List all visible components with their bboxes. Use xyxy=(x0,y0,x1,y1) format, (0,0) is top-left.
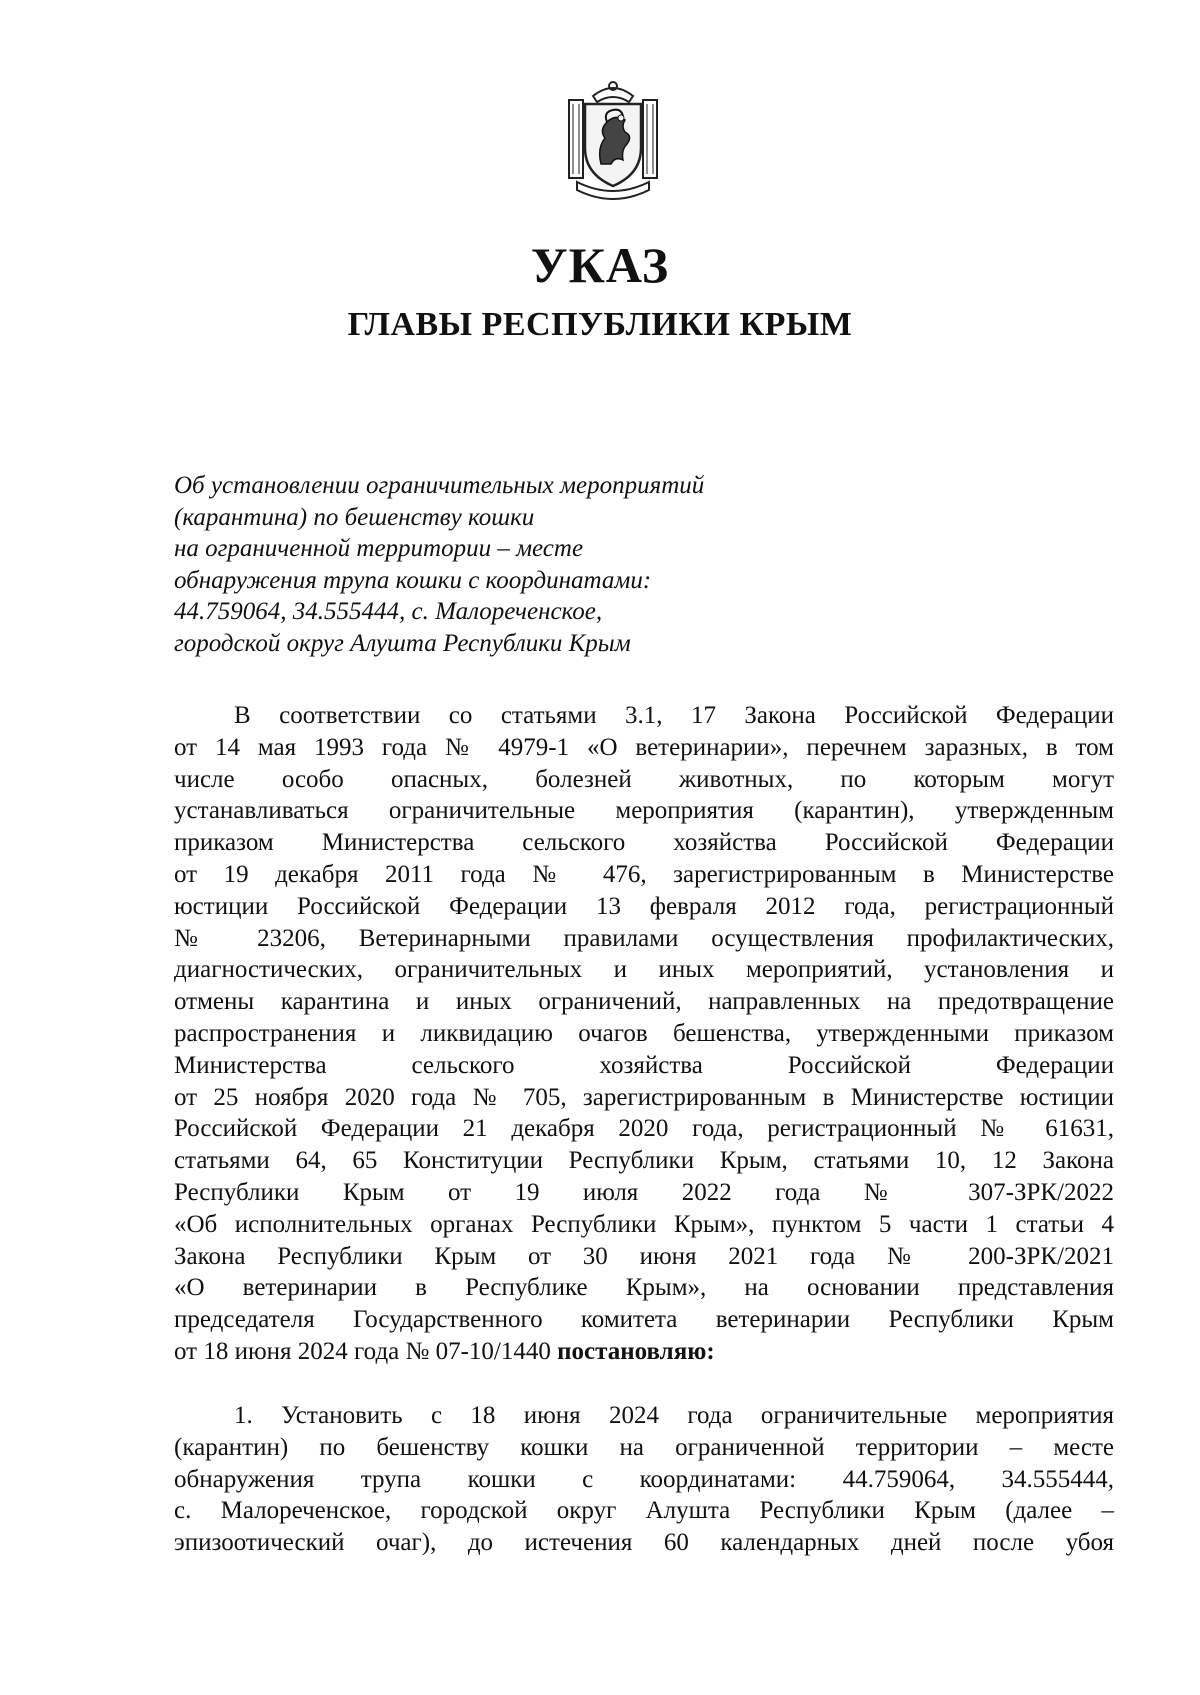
document-subtitle: ГЛАВЫ РЕСПУБЛИКИ КРЫМ xyxy=(347,306,853,343)
text-line: статьями 64, 65 Конституции Республики Крым, статьями 10, 12 Закона xyxy=(174,1147,1114,1175)
text-line: (карантин) по бешенству кошки на ограниченной территории – месте xyxy=(174,1433,1114,1461)
document-title: УКАЗ xyxy=(530,237,670,293)
text-line: от 25 ноября 2020 года № 705, зарегистрированным в Министерстве юстиции xyxy=(174,1083,1114,1111)
text-line: распространения и ликвидацию очагов бешенства, утвержденными приказом xyxy=(174,1019,1114,1047)
text-line: Министерства сельского хозяйства Российской Федерации xyxy=(174,1051,1114,1079)
subject-line: Об установлении ограничительных мероприятий xyxy=(174,472,705,499)
subject-line: обнаружения трупа кошки с координатами: xyxy=(174,566,652,594)
coat-of-arms-emblem xyxy=(563,78,663,200)
text-line: председателя Государственного комитета ветеринарии Республики Крым xyxy=(174,1306,1114,1334)
preamble-date-reference: от 18 июня 2024 года № 07-10/1440 xyxy=(174,1337,551,1365)
text-line: от 14 мая 1993 года № 4979-1 «О ветеринарии», перечнем заразных, в том xyxy=(174,733,1114,761)
text-line: «Об исполнительных органах Республики Крым», пунктом 5 части 1 статьи 4 xyxy=(174,1210,1114,1238)
text-line: «О ветеринарии в Республике Крым», на основании представления xyxy=(174,1274,1114,1302)
decree-word: постановляю: xyxy=(557,1337,715,1365)
text-line: от 19 декабря 2011 года № 476, зарегистрированным в Министерстве xyxy=(174,860,1114,888)
subject-line: 44.759064, 34.555444, с. Малореченское, xyxy=(174,598,603,625)
text-line: № 23206, Ветеринарными правилами осуществления профилактических, xyxy=(174,924,1114,952)
text-line: числе особо опасных, болезней животных, по которым могут xyxy=(174,765,1114,793)
text-line: В соответствии со статьями 3.1, 17 Закона Российской Федерации xyxy=(234,702,1114,729)
preamble-paragraph xyxy=(174,700,1114,1368)
subject-line: на ограниченной территории – месте xyxy=(174,535,584,562)
text-line: Республики Крым от 19 июля 2022 года № 307-ЗРК/2022 xyxy=(174,1178,1114,1206)
decree-subject xyxy=(174,470,874,659)
text-line: отмены карантина и иных ограничений, направленных на предотвращение xyxy=(174,988,1114,1016)
text-line: с. Малореченское, городской округ Алушта Республики Крым (далее – xyxy=(174,1497,1114,1525)
text-line: Российской Федерации 21 декабря 2020 года, регистрационный № 61631, xyxy=(174,1115,1114,1143)
subject-line: городской округ Алушта Республики Крым xyxy=(174,629,631,657)
text-line: юстиции Российской Федерации 13 февраля 2012 года, регистрационный xyxy=(174,892,1114,920)
text-line-last xyxy=(174,1336,1114,1368)
clause-1 xyxy=(174,1400,1114,1559)
text-line: эпизоотический очаг), до истечения 60 календарных дней после убоя xyxy=(174,1529,1114,1557)
text-line: обнаружения трупа кошки с координатами: 44.759064, 34.555444, xyxy=(174,1465,1114,1493)
text-line: устанавливаться ограничительные мероприятия (карантин), утвержденным xyxy=(174,797,1114,825)
subject-line: (карантина) по бешенству кошки xyxy=(174,503,535,531)
text-line: диагностических, ограничительных и иных мероприятий, установления и xyxy=(174,956,1114,984)
text-line: Закона Республики Крым от 30 июня 2021 года № 200-ЗРК/2021 xyxy=(174,1242,1114,1270)
text-line: приказом Министерства сельского хозяйства Российской Федерации xyxy=(174,829,1114,857)
text-line: 1. Установить с 18 июня 2024 года ограничительные мероприятия xyxy=(234,1402,1114,1429)
